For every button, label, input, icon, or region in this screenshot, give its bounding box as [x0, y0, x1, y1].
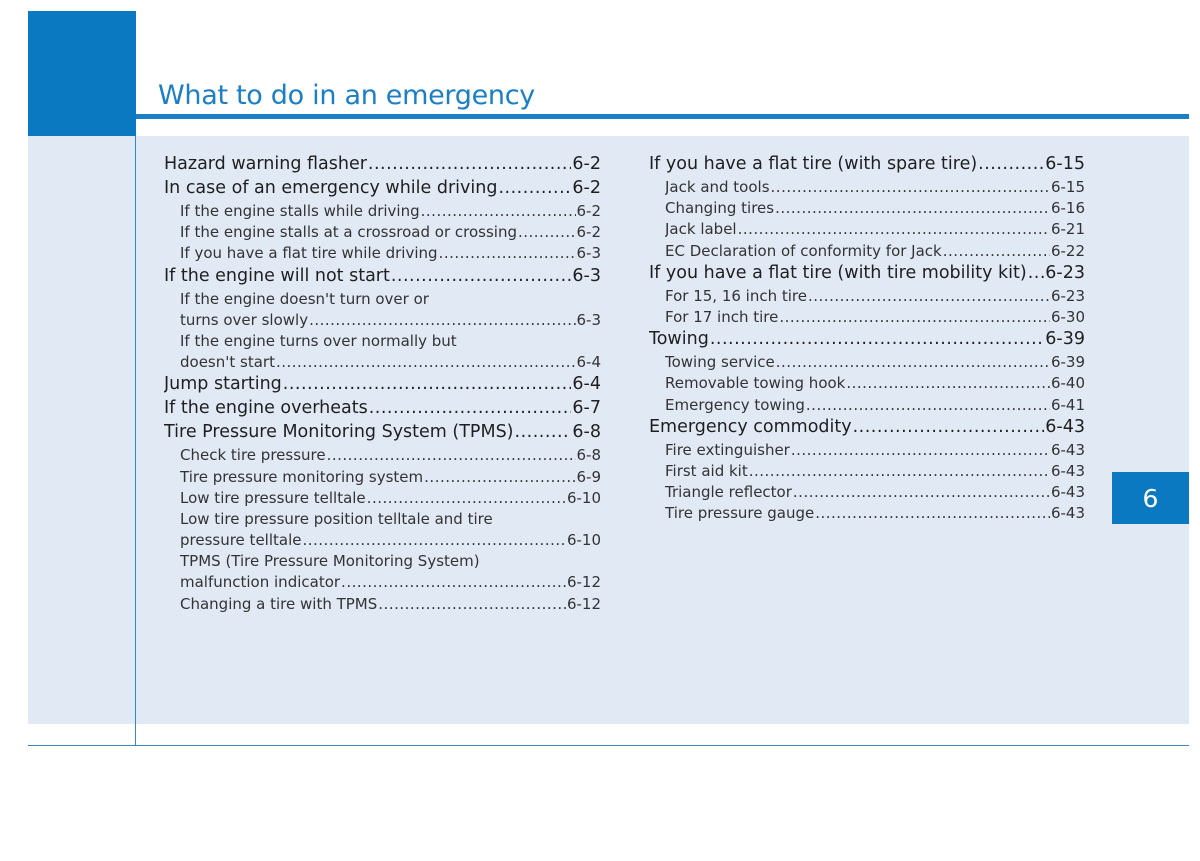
toc-entry[interactable]	[649, 263, 1085, 287]
dot-leader	[498, 178, 571, 198]
toc-page-number: 6-43	[1045, 416, 1085, 437]
toc-continuation-line: TPMS (Tire Pressure Monitoring System)	[180, 552, 480, 571]
page-title: What to do in an emergency	[158, 80, 535, 111]
toc-page-number: 6-43	[1050, 483, 1085, 502]
toc-subentry[interactable]	[180, 531, 601, 552]
toc-entry-title: Changing tires	[665, 199, 775, 218]
dot-leader	[302, 531, 565, 549]
toc-entry-title: turns over slowly	[180, 310, 309, 329]
dot-leader	[738, 220, 1050, 238]
toc-page-number: 6-2	[576, 223, 601, 242]
title-underline	[136, 114, 1189, 119]
toc-entry-title: Towing service	[665, 353, 775, 372]
dot-leader	[710, 329, 1044, 349]
toc-subentry[interactable]	[665, 287, 1085, 308]
toc-page-number: 6-43	[1050, 461, 1085, 480]
toc-page-number: 6-2	[572, 178, 601, 198]
toc-page-number: 6-4	[576, 353, 601, 372]
toc-entry-title: If the engine stalls at a crossroad or crossing	[180, 223, 517, 242]
dot-leader	[368, 154, 571, 174]
toc-subentry[interactable]	[665, 353, 1085, 374]
toc-entry[interactable]	[649, 329, 1085, 353]
toc-entry-title: Tire Pressure Monitoring System (TPMS)	[164, 422, 514, 443]
toc-page-number: 6-43	[1050, 504, 1085, 523]
toc-page-number: 6-21	[1050, 220, 1085, 239]
toc-entry-title: If you have a flat tire while driving	[180, 244, 438, 263]
toc-entry[interactable]	[164, 178, 601, 202]
dot-leader	[378, 595, 566, 613]
dot-leader	[779, 308, 1050, 326]
dot-leader	[775, 199, 1050, 217]
dot-leader	[341, 573, 566, 591]
toc-page-number: 6-23	[1045, 262, 1085, 283]
toc-entry[interactable]	[164, 422, 601, 446]
dot-leader	[943, 242, 1050, 260]
left-margin-rule	[135, 136, 136, 746]
toc-page-number: 6-41	[1050, 395, 1085, 414]
toc-entry-title: In case of an emergency while driving	[164, 178, 498, 198]
dot-leader	[853, 417, 1045, 437]
dot-leader	[439, 244, 576, 262]
dot-leader	[749, 462, 1050, 480]
dot-leader	[421, 202, 576, 220]
toc-subentry[interactable]	[180, 311, 601, 332]
dot-leader	[283, 374, 572, 394]
toc-entry[interactable]	[649, 154, 1085, 178]
toc-entry-title: Tire pressure monitoring system	[180, 467, 424, 486]
toc-page-number: 6-3	[576, 310, 601, 329]
toc-entry-title: If you have a flat tire (with tire mobility kit)	[649, 262, 1027, 283]
toc-subentry[interactable]	[665, 441, 1085, 462]
toc-page-number: 6-7	[572, 398, 601, 419]
toc-entry-title: EC Declaration of conformity for Jack	[665, 241, 942, 260]
toc-continuation-line: If the engine turns over normally but	[180, 331, 457, 350]
dot-leader	[776, 353, 1050, 371]
toc-page-number: 6-23	[1050, 286, 1085, 305]
toc-column-right	[649, 154, 1085, 525]
dot-leader	[327, 446, 576, 464]
toc-entry[interactable]	[164, 374, 601, 398]
dot-leader	[771, 178, 1050, 196]
header-corner-block	[28, 11, 136, 136]
dot-leader	[369, 398, 572, 418]
toc-entry[interactable]	[649, 417, 1085, 441]
toc-entry-title: If the engine stalls while driving	[180, 202, 420, 220]
toc-entry-title: For 15, 16 inch tire	[665, 286, 807, 305]
toc-page-number: 6-22	[1050, 241, 1085, 260]
toc-entry-title: For 17 inch tire	[665, 307, 779, 326]
toc-page-number: 6-2	[576, 202, 601, 220]
toc-subentry[interactable]	[665, 308, 1085, 329]
toc-subentry[interactable]	[180, 244, 601, 265]
toc-entry[interactable]	[164, 154, 601, 178]
toc-page-number: 6-8	[572, 422, 601, 443]
toc-entry-title: Low tire pressure telltale	[180, 488, 366, 507]
toc-subentry[interactable]	[665, 199, 1085, 220]
toc-subentry[interactable]	[665, 483, 1085, 504]
dot-leader	[367, 489, 566, 507]
toc-entry-title: Jump starting	[164, 374, 282, 395]
toc-page-number: 6-12	[566, 594, 601, 613]
toc-entry-title: Emergency commodity	[649, 416, 852, 437]
dot-leader	[806, 396, 1050, 414]
dot-leader	[518, 223, 576, 241]
toc-subentry[interactable]	[180, 573, 601, 594]
toc-entry-title: Triangle reflector	[665, 483, 792, 502]
toc-page-number: 6-3	[576, 244, 601, 263]
toc-entry-title: pressure telltale	[180, 531, 302, 550]
dot-leader	[978, 154, 1044, 174]
toc-page-number: 6-2	[572, 154, 601, 174]
toc-entry-title: If the engine overheats	[164, 398, 368, 419]
toc-page-number: 6-10	[566, 531, 601, 550]
toc-continuation-line: Low tire pressure position telltale and tire	[180, 509, 493, 528]
toc-page-number: 6-43	[1050, 440, 1085, 459]
dot-leader	[1028, 263, 1045, 283]
toc-subentry[interactable]	[665, 242, 1085, 263]
toc-page-number: 6-39	[1050, 353, 1085, 372]
chapter-tab[interactable]: 6	[1112, 472, 1189, 524]
toc-entry-title: First aid kit	[665, 461, 748, 480]
toc-page-number: 6-30	[1050, 307, 1085, 326]
toc-subentry[interactable]	[665, 220, 1085, 241]
dot-leader	[391, 266, 572, 286]
toc-entry-title: Jack and tools	[665, 178, 770, 196]
toc-page-number: 6-40	[1050, 374, 1085, 393]
toc-entry-title: Towing	[649, 329, 709, 350]
toc-subentry[interactable]	[180, 595, 601, 616]
toc-entry-title: Changing a tire with TPMS	[180, 594, 378, 613]
toc-subentry[interactable]	[180, 223, 601, 244]
toc-subentry[interactable]	[180, 468, 601, 489]
toc-page-number: 6-9	[576, 467, 601, 486]
dot-leader	[309, 311, 575, 329]
toc-continuation-line: If the engine doesn't turn over or	[180, 289, 429, 308]
toc-entry-title: doesn't start	[180, 353, 275, 372]
toc-subentry[interactable]	[180, 489, 601, 510]
toc-page-number: 6-4	[572, 374, 601, 395]
toc-subentry[interactable]	[180, 446, 601, 467]
dot-leader	[424, 468, 575, 486]
toc-page-number: 6-12	[566, 573, 601, 592]
toc-entry-title: Removable towing hook	[665, 374, 846, 393]
toc-entry-title: Check tire pressure	[180, 446, 326, 465]
toc-page-number: 6-15	[1050, 178, 1085, 196]
toc-entry[interactable]	[164, 266, 601, 290]
toc-entry-title: Hazard warning flasher	[164, 154, 367, 174]
toc-subentry[interactable]	[665, 374, 1085, 395]
toc-subentry[interactable]	[665, 462, 1085, 483]
dot-leader	[793, 483, 1050, 501]
dot-leader	[815, 504, 1050, 522]
dot-leader	[808, 287, 1050, 305]
toc-entry-title: Emergency towing	[665, 395, 805, 414]
dot-leader	[276, 353, 576, 371]
dot-leader	[515, 422, 572, 442]
toc-page-number: 6-8	[576, 446, 601, 465]
toc-entry-title: Tire pressure gauge	[665, 504, 815, 523]
toc-column-left	[164, 154, 601, 616]
toc-entry-title: If you have a flat tire (with spare tire)	[649, 154, 978, 174]
toc-page-number: 6-15	[1045, 154, 1085, 174]
dot-leader	[791, 441, 1050, 459]
toc-page-number: 6-16	[1050, 199, 1085, 218]
toc-entry[interactable]	[164, 398, 601, 422]
toc-page-number: 6-10	[566, 488, 601, 507]
toc-subentry[interactable]	[665, 504, 1085, 525]
footer-rule	[28, 745, 1189, 746]
toc-subentry[interactable]	[180, 353, 601, 374]
toc-entry-title: Fire extinguisher	[665, 440, 790, 459]
toc-entry-title: If the engine will not start	[164, 265, 390, 286]
toc-entry-title: Jack label	[665, 220, 737, 239]
toc-subentry[interactable]	[180, 202, 601, 223]
dot-leader	[846, 374, 1050, 392]
toc-subentry[interactable]	[665, 178, 1085, 199]
toc-page-number: 6-39	[1045, 329, 1085, 350]
toc-entry-title: malfunction indicator	[180, 573, 341, 592]
toc-page-number: 6-3	[572, 265, 601, 286]
toc-subentry[interactable]	[665, 396, 1085, 417]
